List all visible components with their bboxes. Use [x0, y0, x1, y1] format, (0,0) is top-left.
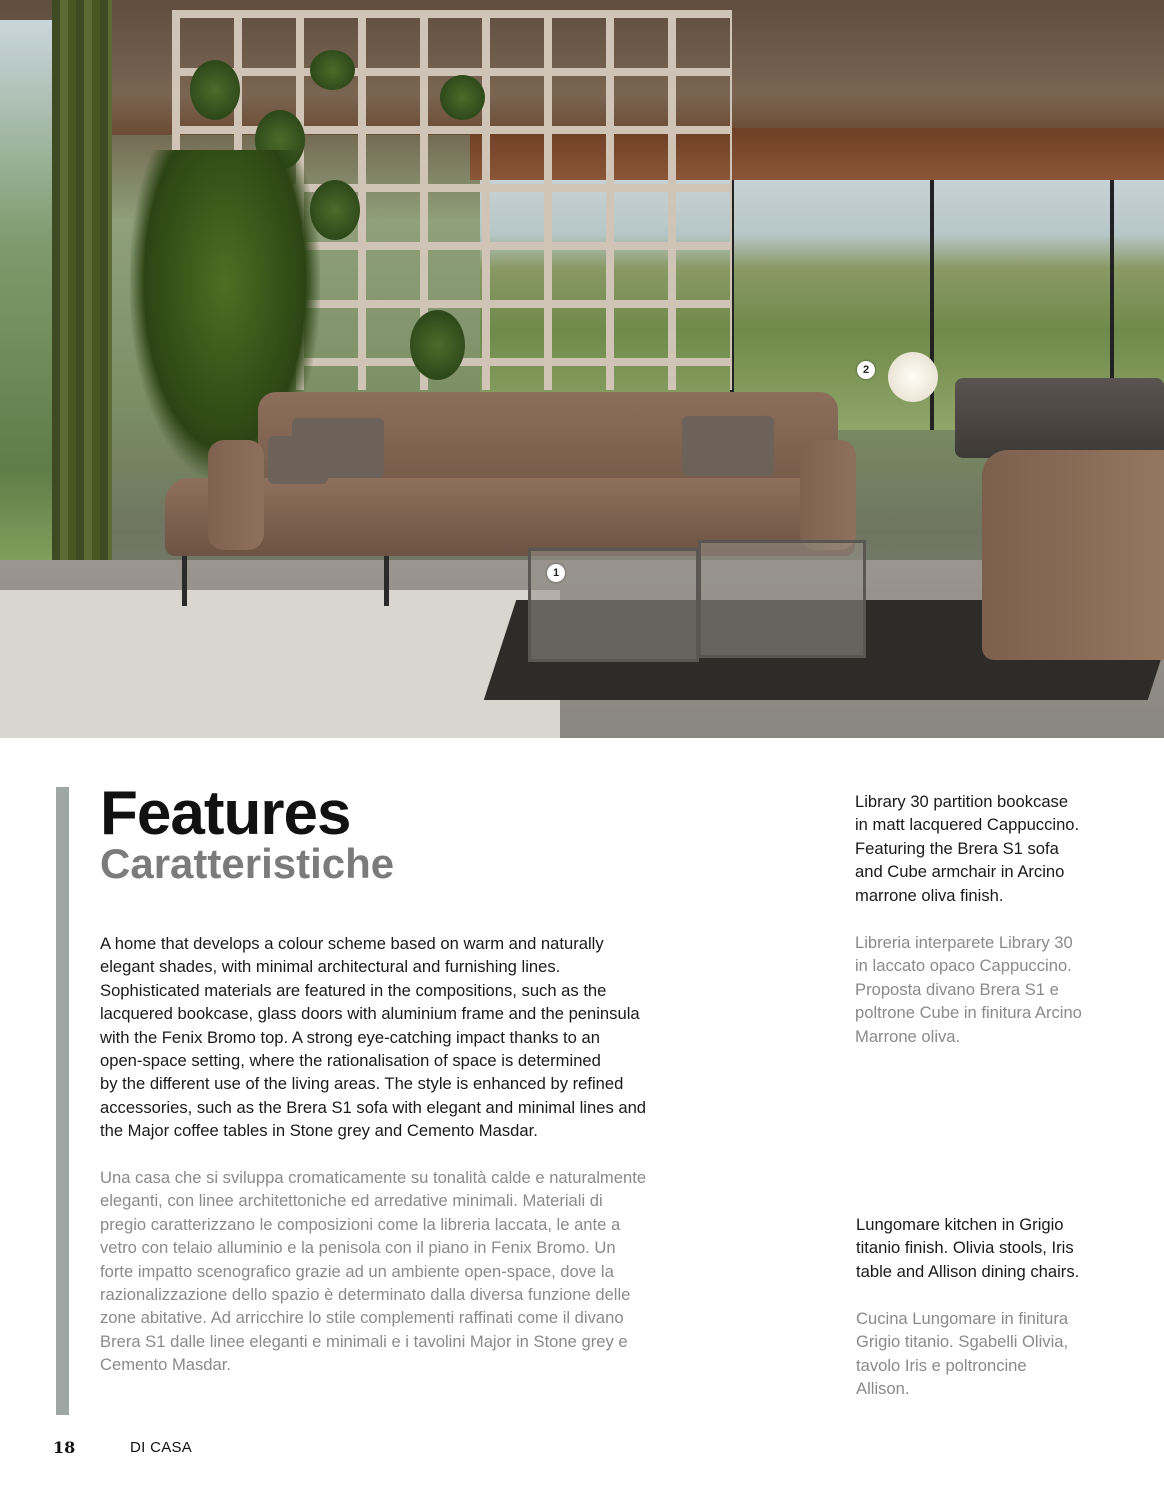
caption-line: Library 30 partition bookcase	[855, 792, 1069, 811]
caption-2-english	[856, 1213, 1156, 1283]
shelf-plant	[310, 50, 355, 90]
sofa-leg	[182, 556, 187, 606]
text-line: eleganti, con linee architettoniche ed arredative minimali. Materiali di	[100, 1191, 603, 1211]
left-window	[0, 20, 58, 580]
sofa-cushion	[682, 416, 774, 476]
magazine-name: DI CASA	[130, 1439, 193, 1456]
light-rug	[0, 590, 560, 738]
text-line: A home that develops a colour scheme based on warm and naturally	[100, 934, 604, 953]
hero-photo	[0, 0, 1164, 738]
caption-line: Allison.	[856, 1379, 910, 1399]
caption-1-italian	[855, 931, 1155, 1048]
shelf-plant	[190, 60, 240, 120]
dining-table	[955, 378, 1164, 458]
green-curtain	[52, 0, 112, 600]
text-line: with the Fenix Bromo top. A strong eye-catching impact thanks to an	[100, 1027, 600, 1047]
sofa-armrest	[208, 440, 264, 550]
photo-marker-1: 1	[547, 564, 565, 582]
shelf-plant	[440, 75, 485, 120]
sofa-cushion	[292, 418, 384, 478]
caption-line: Featuring the Brera S1 sofa	[855, 838, 1059, 858]
text-line: Sophisticated materials are featured in the compositions, such as the	[100, 980, 607, 1000]
coffee-table	[698, 540, 866, 658]
caption-line: in laccato opaco Cappuccino.	[855, 956, 1072, 976]
text-line: the Major coffee tables in Stone grey and Cemento Masdar.	[100, 1121, 538, 1141]
shelf-plant	[410, 310, 465, 380]
photo-marker-2: 2	[857, 361, 875, 379]
text-line: pregio caratterizzano le composizioni come la libreria laccata, le ante a	[100, 1214, 621, 1234]
text-line: Una casa che si sviluppa cromaticamente su tonalità calde e naturalmente	[100, 1168, 647, 1187]
page-subtitle: Caratteristiche	[100, 840, 395, 887]
caption-1-english	[855, 790, 1155, 907]
caption-line: Libreria interparete Library 30	[855, 933, 1073, 952]
caption-line: and Cube armchair in Arcino	[855, 862, 1065, 882]
caption-line: Marrone oliva.	[855, 1026, 961, 1046]
cube-armchair	[982, 450, 1164, 660]
text-line: Brera S1 dalle linee eleganti e minimali e i tavolini Major in Stone grey e	[100, 1331, 628, 1351]
sofa-armrest	[800, 440, 856, 550]
text-line: zone abitative. Ad arricchire lo stile complementi raffinati come il divano	[100, 1308, 624, 1328]
body-text-italian	[100, 1166, 700, 1377]
caption-line: table and Allison dining chairs.	[856, 1261, 1080, 1281]
sofa-leg	[384, 556, 389, 606]
text-line: elegant shades, with minimal architectural and furnishing lines.	[100, 957, 561, 977]
text-line: forte impatto scenografico grazie ad un ambiente open-space, dove la	[100, 1261, 614, 1281]
caption-line: poltrone Cube in finitura Arcino	[855, 1003, 1082, 1023]
caption-line: Proposta divano Brera S1 e	[855, 979, 1059, 999]
body-text-english	[100, 932, 700, 1143]
text-line: lacquered bookcase, glass doors with aluminium frame and the peninsula	[100, 1004, 640, 1024]
caption-line: titanio finish. Olivia stools, Iris	[856, 1238, 1074, 1258]
text-line: Cemento Masdar.	[100, 1355, 231, 1375]
caption-line: Cucina Lungomare in finitura	[856, 1309, 1069, 1328]
globe-lamp	[888, 352, 938, 402]
page-number: 18	[53, 1438, 76, 1457]
accent-bar	[56, 787, 69, 1415]
caption-line: in matt lacquered Cappuccino.	[855, 815, 1080, 835]
caption-line: Lungomare kitchen in Grigio	[856, 1215, 1064, 1234]
text-line: by the different use of the living areas. The style is enhanced by refined	[100, 1074, 624, 1094]
text-line: accessories, such as the Brera S1 sofa with elegant and minimal lines and	[100, 1097, 647, 1117]
text-line: open-space setting, where the rationalisation of space is determined	[100, 1051, 601, 1071]
caption-line: tavolo Iris e poltroncine	[856, 1355, 1027, 1375]
text-line: razionalizzazione dello spazio è determinato dalla diversa funzione delle	[100, 1285, 631, 1305]
text-line: vetro con telaio alluminio e la penisola con il piano in Fenix Bromo. Un	[100, 1238, 616, 1258]
caption-line: Grigio titanio. Sgabelli Olivia,	[856, 1332, 1069, 1352]
page-title: Features	[100, 779, 351, 848]
caption-2-italian	[856, 1307, 1156, 1401]
caption-line: marrone oliva finish.	[855, 885, 1004, 905]
